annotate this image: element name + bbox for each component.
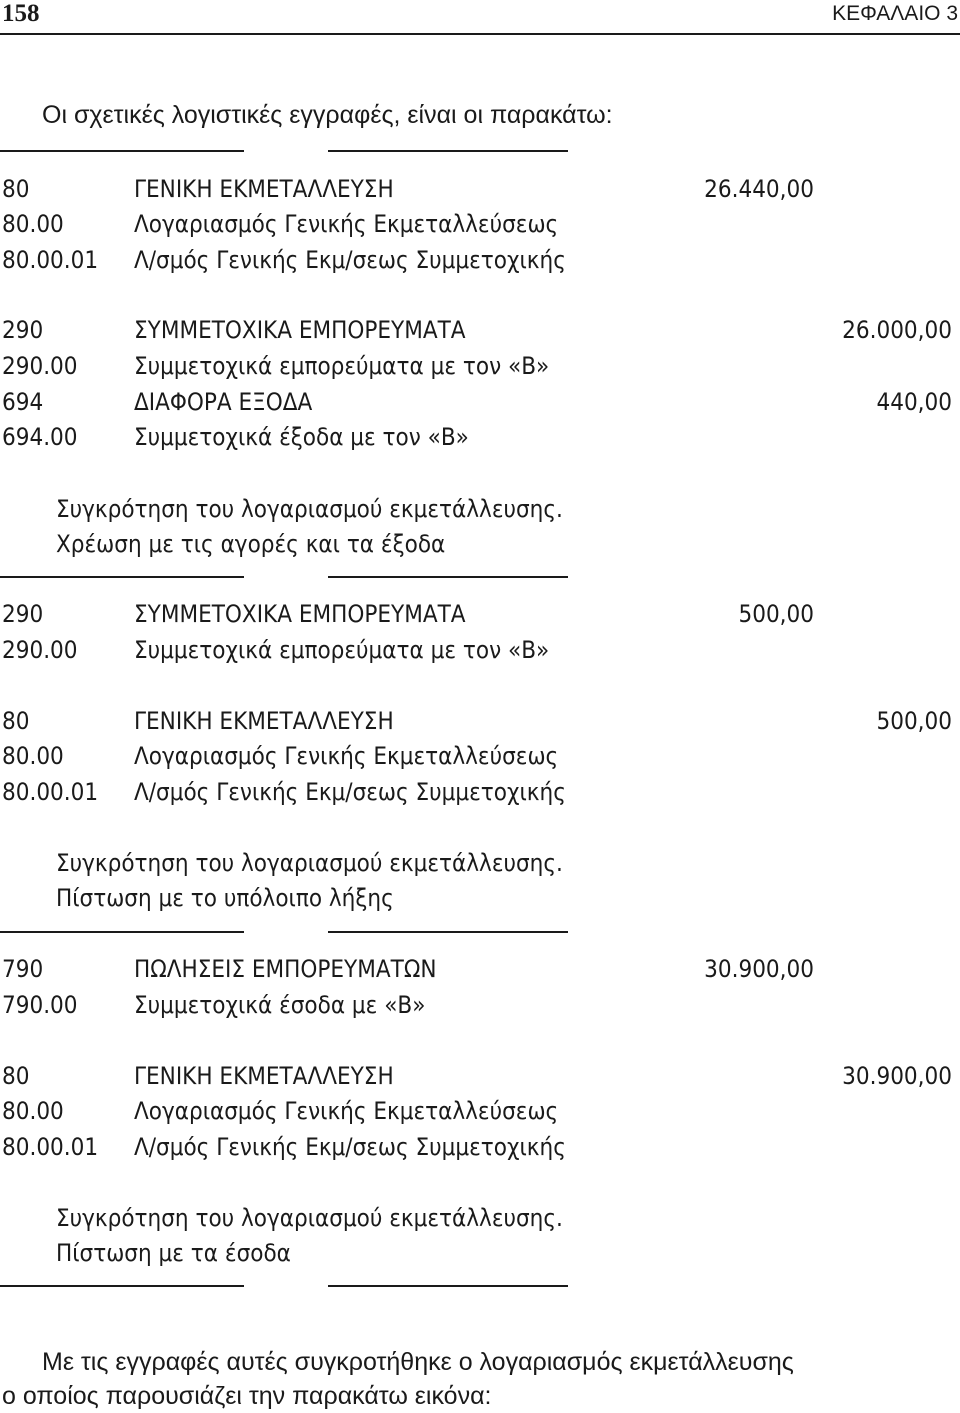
debit-amount: 26.440,00	[704, 175, 814, 203]
account-code: 80.00	[2, 210, 64, 238]
credit-amount: 440,00	[876, 388, 952, 416]
credit-amount: 500,00	[876, 707, 952, 735]
account-description: ΓΕΝΙΚΗ ΕΚΜΕΤΑΛΛΕΥΣΗ	[134, 1062, 394, 1090]
account-description: Λογαριασμός Γενικής Εκμεταλλεύσεως	[134, 742, 559, 770]
account-description: ΓΕΝΙΚΗ ΕΚΜΕΤΑΛΛΕΥΣΗ	[134, 175, 394, 203]
separator-left	[0, 931, 244, 933]
entry-note: Πίστωση με το υπόλοιπο λήξης	[56, 884, 394, 912]
journal-row	[0, 172, 960, 206]
account-code: 80.00.01	[2, 778, 99, 806]
account-code: 694	[2, 388, 44, 416]
account-description: Λ/σμός Γενικής Εκμ/σεως Συμμετοχικής	[134, 778, 566, 806]
account-description: Λ/σμός Γενικής Εκμ/σεως Συμμετοχικής	[134, 1133, 566, 1161]
journal-row	[0, 597, 960, 631]
account-code: 290.00	[2, 636, 78, 664]
journal-row	[0, 1130, 960, 1164]
entry-note: Πίστωση με τα έσοδα	[56, 1239, 291, 1267]
account-code: 790	[2, 955, 44, 983]
entry-note: Συγκρότηση του λογαριασμού εκμετάλλευσης.	[56, 495, 563, 523]
account-description: Συμμετοχικά έσοδα με «Β»	[134, 991, 426, 1019]
separator-left	[0, 576, 244, 578]
account-code: 80.00.01	[2, 246, 99, 274]
journal-row	[0, 207, 960, 241]
entry-note: Χρέωση με τις αγορές και τα έξοδα	[56, 530, 446, 558]
account-code: 80	[2, 1062, 30, 1090]
credit-amount: 30.900,00	[842, 1062, 952, 1090]
account-description: Λογαριασμός Γενικής Εκμεταλλεύσεως	[134, 210, 559, 238]
separator-right	[328, 576, 568, 578]
account-description: Λ/σμός Γενικής Εκμ/σεως Συμμετοχικής	[134, 246, 566, 274]
separator-right	[328, 150, 568, 152]
journal-row	[0, 1059, 960, 1093]
account-code: 80	[2, 175, 30, 203]
journal-row	[0, 349, 960, 383]
account-description: ΣΥΜΜΕΤΟΧΙΚΑ ΕΜΠΟΡΕΥΜΑΤΑ	[134, 316, 466, 344]
debit-amount: 500,00	[738, 600, 814, 628]
credit-amount: 26.000,00	[842, 316, 952, 344]
entry-note: Συγκρότηση του λογαριασμού εκμετάλλευσης.	[56, 1204, 563, 1232]
entry-note: Συγκρότηση του λογαριασμού εκμετάλλευσης.	[56, 849, 563, 877]
journal-row	[0, 952, 960, 986]
account-code: 290	[2, 600, 44, 628]
journal-row	[0, 775, 960, 809]
journal-row	[0, 739, 960, 773]
closing-line: Με τις εγγραφές αυτές συγκροτήθηκε ο λογαριασμός εκμετάλλευσης	[42, 1348, 794, 1376]
separator-left	[0, 1285, 244, 1287]
separator-right	[328, 1285, 568, 1287]
account-description: ΣΥΜΜΕΤΟΧΙΚΑ ΕΜΠΟΡΕΥΜΑΤΑ	[134, 600, 466, 628]
journal-row	[0, 704, 960, 738]
account-description: ΠΩΛΗΣΕΙΣ ΕΜΠΟΡΕΥΜΑΤΩΝ	[134, 955, 437, 983]
journal-row	[0, 988, 960, 1022]
header-rule	[0, 33, 960, 35]
separator-left	[0, 150, 244, 152]
account-code: 694.00	[2, 423, 78, 451]
intro-text: Οι σχετικές λογιστικές εγγραφές, είναι οι παρακάτω:	[42, 101, 613, 129]
account-code: 790.00	[2, 991, 78, 1019]
account-code: 290.00	[2, 352, 78, 380]
account-code: 80.00.01	[2, 1133, 99, 1161]
chapter-title: ΚΕΦΑΛΑΙΟ 3	[832, 2, 958, 25]
account-description: Λογαριασμός Γενικής Εκμεταλλεύσεως	[134, 1097, 559, 1125]
debit-amount: 30.900,00	[704, 955, 814, 983]
account-description: Συμμετοχικά εμπορεύματα με τον «Β»	[134, 636, 550, 664]
journal-row	[0, 420, 960, 454]
journal-row	[0, 1094, 960, 1128]
journal-row	[0, 313, 960, 347]
closing-line: ο οποίος παρουσιάζει την παρακάτω εικόνα:	[2, 1382, 492, 1410]
account-description: ΓΕΝΙΚΗ ΕΚΜΕΤΑΛΛΕΥΣΗ	[134, 707, 394, 735]
journal-row	[0, 385, 960, 419]
account-code: 80	[2, 707, 30, 735]
account-description: ΔΙΑΦΟΡΑ ΕΞΟΔΑ	[134, 388, 313, 416]
account-code: 80.00	[2, 742, 64, 770]
account-code: 290	[2, 316, 44, 344]
journal-row	[0, 243, 960, 277]
journal-row	[0, 633, 960, 667]
page-number: 158	[2, 0, 40, 27]
separator-right	[328, 931, 568, 933]
account-code: 80.00	[2, 1097, 64, 1125]
page-header	[0, 0, 960, 34]
account-description: Συμμετοχικά έξοδα με τον «Β»	[134, 423, 469, 451]
account-description: Συμμετοχικά εμπορεύματα με τον «Β»	[134, 352, 550, 380]
